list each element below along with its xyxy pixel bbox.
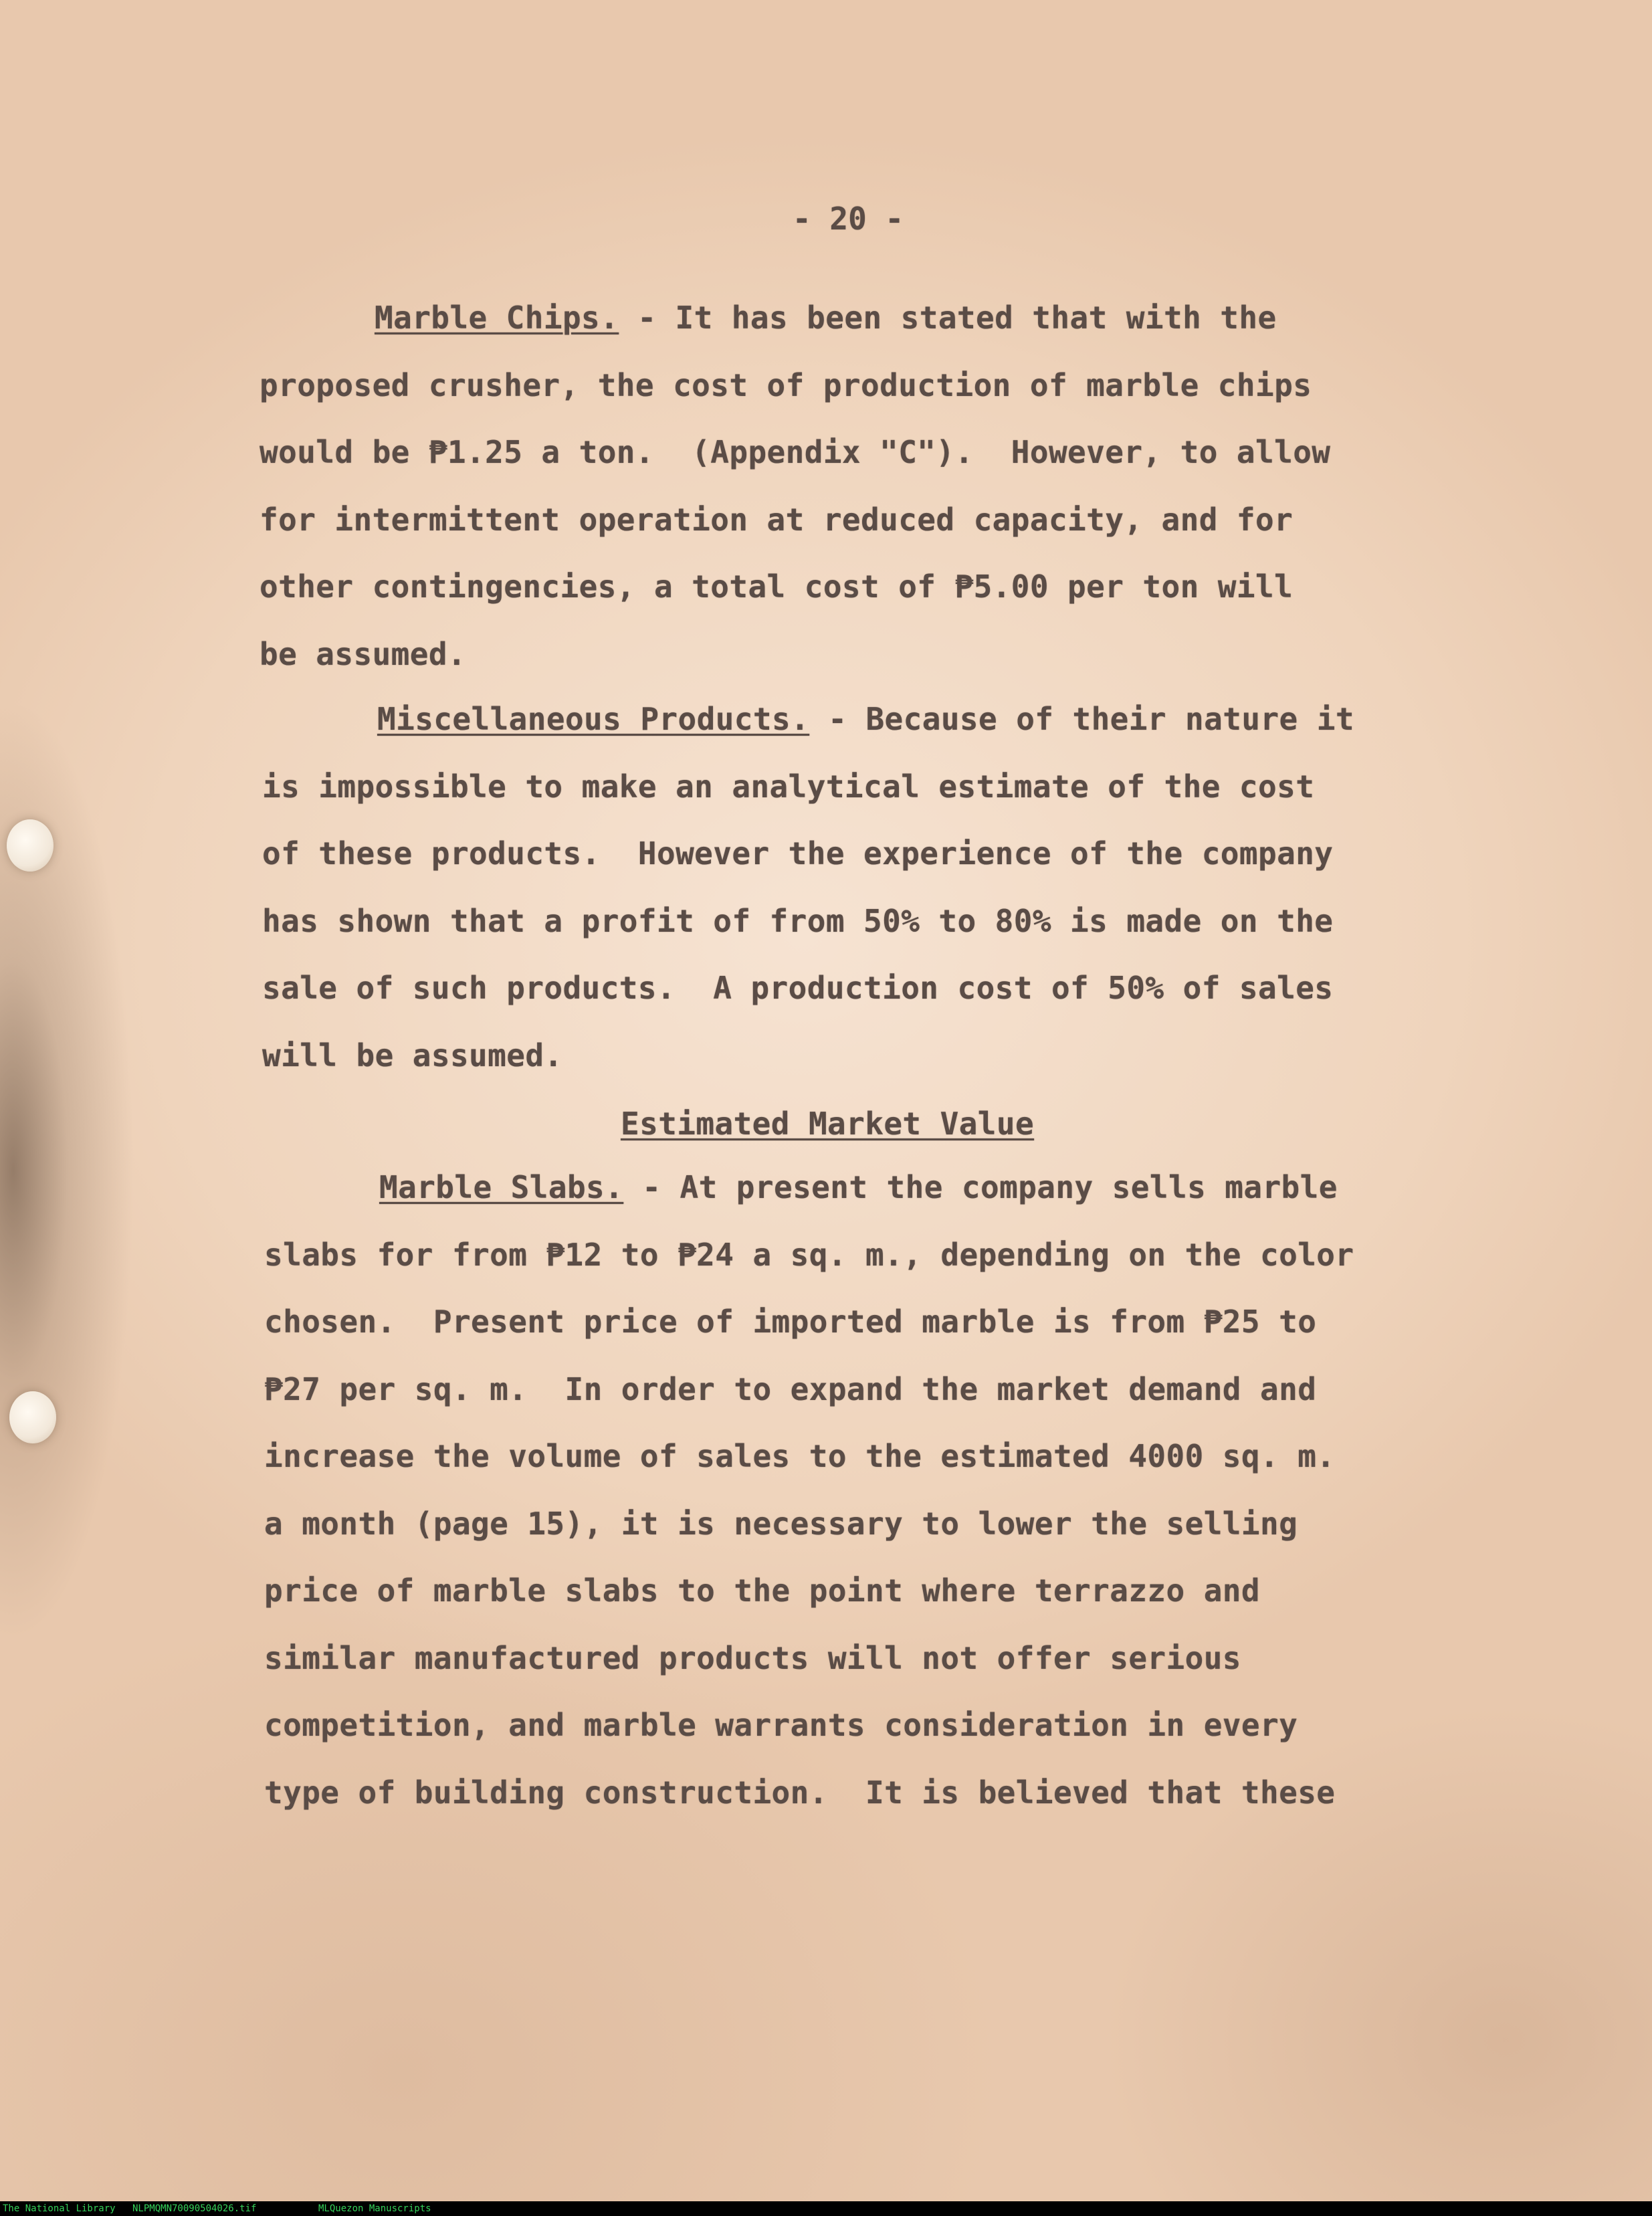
footer-file: NLPMQMN70090504026.tif — [132, 2203, 257, 2214]
punch-hole — [9, 1391, 56, 1443]
page-number: - 20 - — [793, 201, 904, 237]
paragraph-marble-slabs — [264, 1154, 1354, 1826]
paragraph-marble-chips — [260, 284, 1330, 688]
paragraph-line: sale of such products. A production cost of 50% of sales — [262, 970, 1334, 1006]
paragraph-line: of these products. However the experience of the company — [262, 835, 1334, 872]
paragraph-line: - Because of their nature it — [809, 701, 1354, 737]
paragraph-line: be assumed. — [260, 635, 467, 672]
paragraph-line: will be assumed. — [262, 1037, 563, 1074]
paragraph-line: ₱27 per sq. m. In order to expand the market demand and — [264, 1371, 1317, 1407]
paragraph-line: has shown that a profit of from 50% to 80% is made on the — [262, 902, 1334, 939]
paragraph-line: slabs for from ₱12 to ₱24 a sq. m., depending on the color — [264, 1236, 1354, 1273]
paragraph-line: a month (page 15), it is necessary to lower the selling — [264, 1505, 1298, 1542]
paragraph-line: would be ₱1.25 a ton. (Appendix "C"). However, to allow — [260, 434, 1331, 470]
paragraph-line: chosen. Present price of imported marble is from ₱25 to — [264, 1304, 1317, 1340]
paragraph-line: proposed crusher, the cost of production of marble chips — [260, 367, 1312, 403]
footer-library: The National Library — [3, 2203, 116, 2214]
section-title-miscellaneous-products: Miscellaneous Products. — [377, 701, 810, 737]
footer-collection: MLQuezon Manuscripts — [318, 2203, 431, 2214]
paragraph-line: for intermittent operation at reduced capacity, and for — [260, 501, 1294, 538]
paragraph-line: increase the volume of sales to the estimated 4000 sq. m. — [264, 1438, 1336, 1474]
paragraph-line: price of marble slabs to the point where terrazzo and — [264, 1573, 1260, 1609]
section-heading — [621, 1090, 1034, 1158]
punch-hole — [7, 819, 54, 872]
paragraph-line: - At present the company sells marble — [623, 1169, 1338, 1205]
paragraph-line: similar manufactured products will not offer serious — [264, 1639, 1241, 1676]
paragraph-line: other contingencies, a total cost of ₱5.00 per ton will — [260, 569, 1294, 605]
section-title-marble-chips: Marble Chips. — [375, 300, 619, 336]
paragraph-line: is impossible to make an analytical estimate of the cost — [262, 768, 1315, 805]
section-title-marble-slabs: Marble Slabs. — [379, 1169, 624, 1205]
paragraph-line: competition, and marble warrants consideration in every — [264, 1707, 1298, 1743]
paragraph-miscellaneous-products — [262, 686, 1354, 1089]
paragraph-line: - It has been stated that with the — [619, 300, 1277, 336]
scan-footer-bar — [0, 2201, 1652, 2216]
paragraph-line: type of building construction. It is believed that these — [264, 1774, 1336, 1811]
heading-text: Estimated Market Value — [621, 1106, 1035, 1142]
